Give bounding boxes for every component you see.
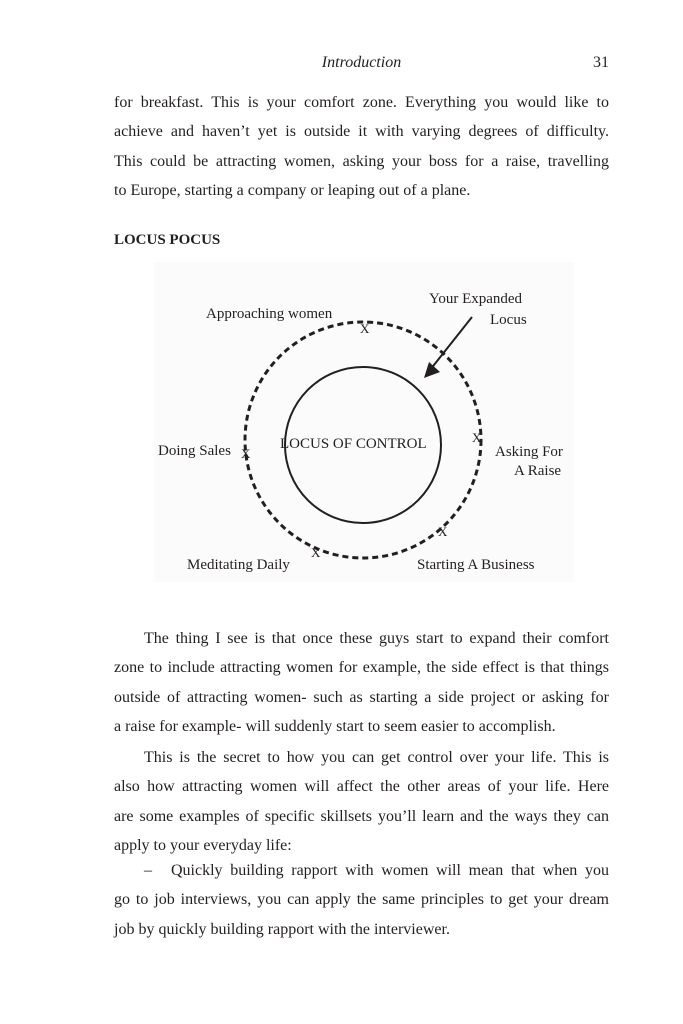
list-bullet: – xyxy=(144,862,152,879)
point-marker: X xyxy=(241,446,251,461)
point-marker: X xyxy=(360,321,370,336)
paragraph-line: job by quickly building rapport with the interviewer. xyxy=(114,920,450,938)
paragraph-line: for breakfast. This is your comfort zone. Everything you would like to xyxy=(114,94,609,111)
paragraph-line: zone to include attracting women for example, the side effect is that things xyxy=(114,659,609,677)
expanded-label-line2: Locus xyxy=(490,312,527,328)
section-heading: LOCUS POCUS xyxy=(114,232,221,248)
paragraph-line: apply to your everyday life: xyxy=(114,837,292,855)
point-label-approaching-women: Approaching women xyxy=(206,306,333,322)
paragraph-line: outside of attracting women- such as starting a side project or asking for xyxy=(114,688,609,706)
running-head: Introduction xyxy=(321,54,402,71)
center-label: LOCUS OF CONTROL xyxy=(280,436,427,452)
locus-diagram xyxy=(154,262,574,582)
list-item-text: Quickly building rapport with women will mean that when you xyxy=(171,862,609,879)
paragraph-line: go to job interviews, you can apply the same principles to get your dream xyxy=(114,891,609,909)
paragraph-line: achieve and haven’t yet is outside it with varying degrees of difficulty. xyxy=(114,123,609,141)
point-marker: X xyxy=(438,524,448,539)
paragraph-line: The thing I see is that once these guys start to expand their comfort xyxy=(144,630,609,647)
page-number: 31 xyxy=(593,54,609,71)
point-label-meditating-daily: Meditating Daily xyxy=(187,557,290,573)
paragraph-line: This could be attracting women, asking your boss for a raise, travelling xyxy=(114,152,609,170)
paragraph-1 xyxy=(114,88,609,206)
list-item-first-line xyxy=(114,856,609,885)
pointer-arrowhead xyxy=(424,362,440,378)
paragraph-3 xyxy=(114,743,609,861)
list-item-1 xyxy=(114,856,609,944)
point-marker: X xyxy=(311,545,321,560)
point-marker: X xyxy=(472,430,482,445)
paragraph-line: also how attracting women will affect the other areas of your life. Here xyxy=(114,778,609,796)
page-header xyxy=(114,54,609,76)
expanded-label-line1: Your Expanded xyxy=(429,291,523,307)
point-label-doing-sales: Doing Sales xyxy=(158,443,231,459)
point-label-starting-business: Starting A Business xyxy=(417,557,535,573)
paragraph-line: This is the secret to how you can get control over your life. This is xyxy=(144,749,609,766)
paragraph-2 xyxy=(114,624,609,742)
point-label-asking-raise-line2: A Raise xyxy=(514,463,562,479)
point-label-asking-raise-line1: Asking For xyxy=(495,444,563,460)
paragraph-line: a raise for example- will suddenly start to seem easier to accomplish. xyxy=(114,718,556,736)
paragraph-line: are some examples of specific skillsets you’ll learn and the ways they can xyxy=(114,807,609,825)
paragraph-line: to Europe, starting a company or leaping out of a plane. xyxy=(114,182,471,200)
